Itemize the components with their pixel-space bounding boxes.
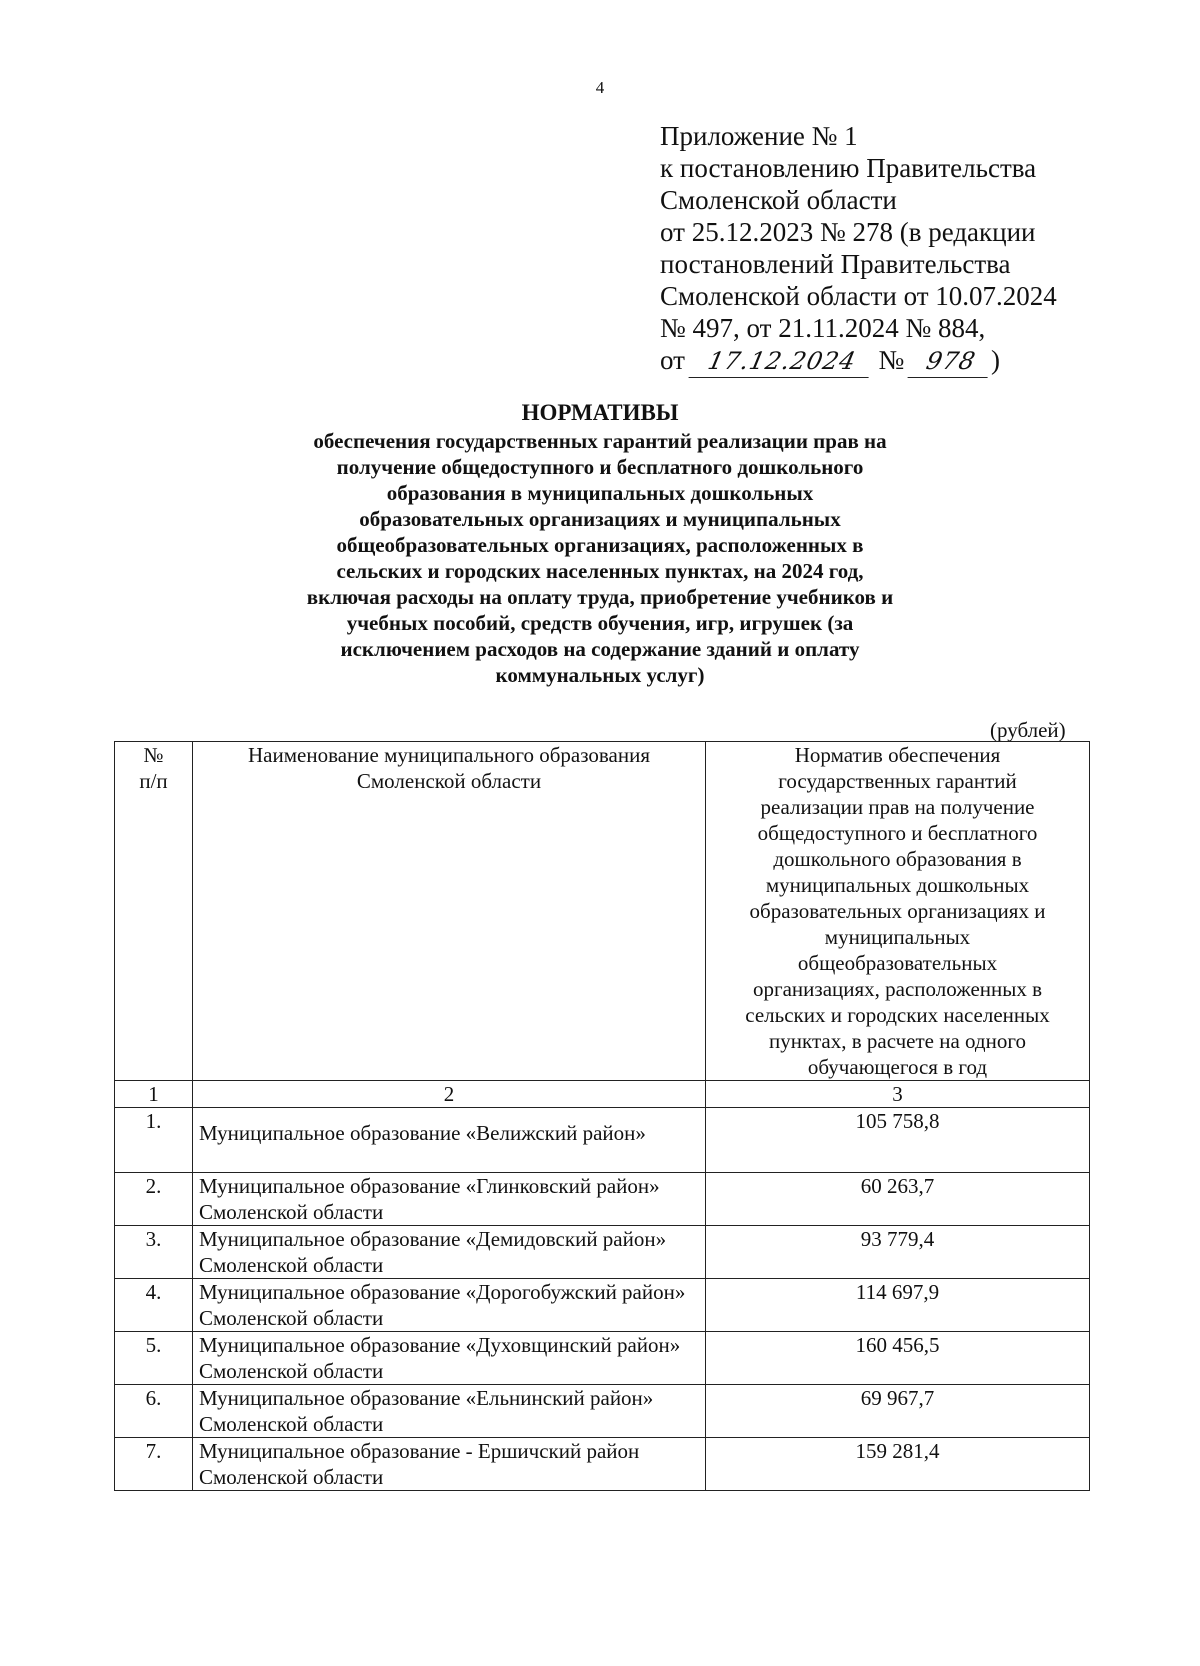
header-norm-line: реализации прав на получение [760, 795, 1035, 819]
index-cell: 2 [193, 1081, 706, 1108]
table-header-row [115, 742, 1090, 1081]
header-norm-line: государственных гарантий [778, 769, 1017, 793]
header-num [115, 742, 193, 1081]
title-main: НОРМАТИВЫ [521, 400, 679, 425]
row-num: 6. [115, 1385, 193, 1438]
header-norm-line: муниципальных дошкольных [765, 873, 1030, 897]
row-num: 4. [115, 1279, 193, 1332]
header-norm-line: обучающегося в год [807, 1055, 988, 1079]
row-value: 105 758,8 [706, 1108, 1090, 1173]
table-row [115, 1108, 1090, 1173]
table-row [115, 1173, 1090, 1226]
table-row [115, 1226, 1090, 1279]
row-value: 93 779,4 [706, 1226, 1090, 1279]
header-norm-line: пунктах, в расчете на одного [769, 1029, 1026, 1053]
table-row [115, 1438, 1090, 1491]
index-cell: 3 [706, 1081, 1090, 1108]
row-value: 114 697,9 [706, 1279, 1090, 1332]
header-norm-line: Норматив обеспечения [794, 743, 1001, 767]
title-line: образовательных организациях и муниципальных [359, 507, 841, 531]
header-name-line: Наименование муниципального образования [248, 743, 650, 767]
appendix-line: № 497, от 21.11.2024 № 884, [660, 313, 986, 343]
table-row [115, 1385, 1090, 1438]
header-norm-line: муниципальных [824, 925, 971, 949]
row-name: Муниципальное образование «Дорогобужский район» Смоленской области [193, 1279, 706, 1332]
title-line: получение общедоступного и бесплатного дошкольного [336, 455, 864, 479]
header-norm-line: дошкольного образования в [773, 847, 1022, 871]
table-row [115, 1332, 1090, 1385]
header-num-line: п/п [139, 769, 168, 793]
row-name: Муниципальное образование «Ельнинский район» Смоленской области [193, 1385, 706, 1438]
row-num: 1. [115, 1108, 193, 1173]
appendix-line: от 25.12.2023 № 278 (в редакции [660, 217, 1036, 247]
appendix-line: Смоленской области от 10.07.2024 [660, 281, 1057, 311]
appendix-line: постановлений Правительства [660, 249, 1011, 279]
row-name: Муниципальное образование «Велижский район» [193, 1108, 706, 1173]
page-number: 4 [595, 78, 605, 97]
row-name: Муниципальное образование - Ершичский район Смоленской области [193, 1438, 706, 1491]
appendix-line: к постановлению Правительства [660, 153, 1037, 183]
row-value: 60 263,7 [706, 1173, 1090, 1226]
norms-table [114, 741, 1090, 1491]
appendix-line: Приложение № 1 [660, 121, 858, 151]
index-cell: 1 [115, 1081, 193, 1108]
header-norm-line: сельских и городских населенных [745, 1003, 1050, 1027]
appendix-prefix: от [660, 345, 685, 375]
row-value: 69 967,7 [706, 1385, 1090, 1438]
header-norm-line: общедоступного и бесплатного [757, 821, 1038, 845]
appendix-line: Смоленской области [660, 185, 897, 215]
row-num: 3. [115, 1226, 193, 1279]
appendix-block [660, 120, 1080, 378]
header-num-line: № [143, 743, 164, 767]
title-line: сельских и городских населенных пунктах, на 2024 год, [336, 559, 864, 583]
table-row [115, 1279, 1090, 1332]
title-line: включая расходы на оплату труда, приобретение учебников и [306, 585, 894, 609]
title-line: обеспечения государственных гарантий реализации прав на [313, 429, 887, 453]
header-name-line: Смоленской области [356, 769, 542, 793]
row-num: 2. [115, 1173, 193, 1226]
units-label: (рублей) [990, 718, 1066, 742]
appendix-no-label: № [878, 345, 905, 375]
handwritten-date: 17.12.2024 [688, 345, 875, 378]
row-num: 7. [115, 1438, 193, 1491]
document-title [240, 400, 960, 688]
header-name [193, 742, 706, 1081]
title-line: общеобразовательных организациях, расположенных в [336, 533, 864, 557]
title-line: исключением расходов на содержание зданий и оплату [340, 637, 860, 661]
row-name: Муниципальное образование «Духовщинский район» Смоленской области [193, 1332, 706, 1385]
row-name: Муниципальное образование «Глинковский район» Смоленской области [193, 1173, 706, 1226]
title-line: учебных пособий, средств обучения, игр, игрушек (за [346, 611, 854, 635]
handwritten-number: 978 [907, 345, 994, 378]
appendix-signature-line [660, 344, 1080, 378]
title-line: коммунальных услуг) [495, 663, 705, 687]
row-name: Муниципальное образование «Демидовский район» Смоленской области [193, 1226, 706, 1279]
row-num: 5. [115, 1332, 193, 1385]
appendix-suffix: ) [990, 345, 1000, 375]
header-norm-line: организациях, расположенных в [752, 977, 1043, 1001]
table-index-row [115, 1081, 1090, 1108]
header-norm-line: общеобразовательных [797, 951, 998, 975]
row-value: 160 456,5 [706, 1332, 1090, 1385]
header-norm-line: образовательных организациях и [749, 899, 1046, 923]
header-norm [706, 742, 1090, 1081]
title-line: образования в муниципальных дошкольных [386, 481, 814, 505]
row-value: 159 281,4 [706, 1438, 1090, 1491]
